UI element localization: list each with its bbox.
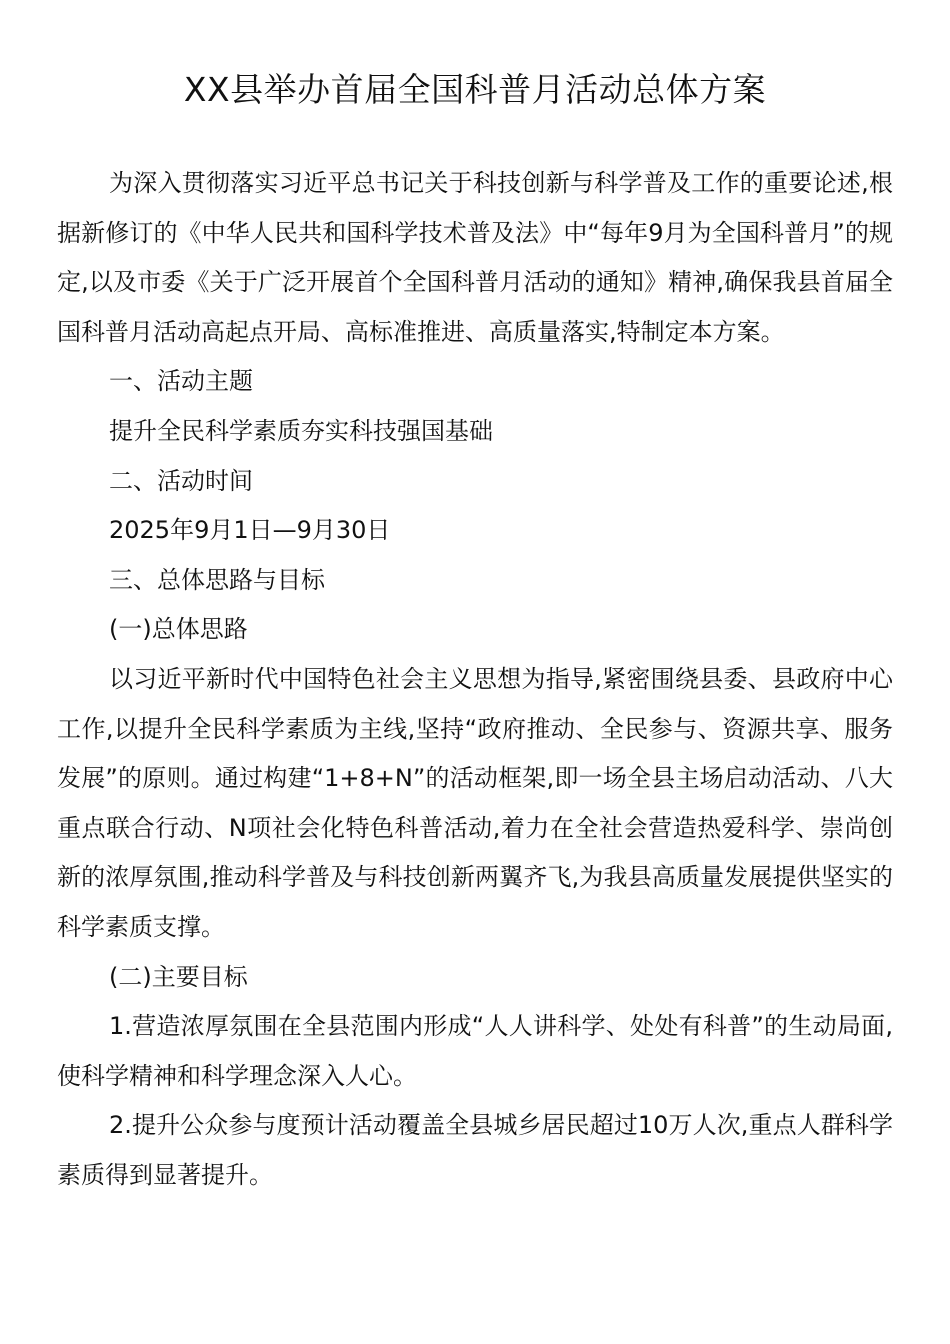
intro-paragraph: 为深入贯彻落实习近平总书记关于科技创新与科学普及工作的重要论述,根据新修订的《中华人民共和国科学技术普及法》中“每年9月为全国科普月”的规定,以及市委《关于广泛开展首个全国科普月活动的通知》精神,确保我县首届全国科普月活动高起点开局、高标准推进、高质量落实,特制定本方案。 xyxy=(57,169,893,346)
section-heading-time: 二、活动时间 xyxy=(109,466,253,495)
subsection-heading-goals: (二)主要目标 xyxy=(109,962,248,991)
theme-text: 提升全民科学素质夯实科技强国基础 xyxy=(109,416,493,445)
section-heading-theme: 一、活动主题 xyxy=(109,367,253,396)
document-body xyxy=(57,159,893,1200)
document-page xyxy=(57,0,893,1200)
subsection-heading-approach: (一)总体思路 xyxy=(109,615,248,644)
time-text: 2025年9月1日—9月30日 xyxy=(109,516,391,545)
goal-item: 2.提升公众参与度预计活动覆盖全县城乡居民超过10万人次,重点人群科学素质得到显著提升。 xyxy=(57,1111,893,1189)
goal-item: 1.营造浓厚氛围在全县范围内形成“人人讲科学、处处有科普”的生动局面,使科学精神和科学理念深入人心。 xyxy=(57,1012,893,1090)
document-title: XX县举办首届全国科普月活动总体方案 xyxy=(183,70,767,109)
approach-paragraph: 以习近平新时代中国特色社会主义思想为指导,紧密围绕县委、县政府中心工作,以提升全民科学素质为主线,坚持“政府推动、全民参与、资源共享、服务发展”的原则。通过构建“1+8+N”的活动框架,即一场全县主场启动活动、八大重点联合行动、N项社会化特色科普活动,着力在全社会营造热爱科学、崇尚创新的浓厚氛围,推动科学普及与科技创新两翼齐飞,为我县高质量发展提供坚实的科学素质支撑。 xyxy=(57,664,893,941)
section-heading-approach: 三、总体思路与目标 xyxy=(109,565,325,594)
